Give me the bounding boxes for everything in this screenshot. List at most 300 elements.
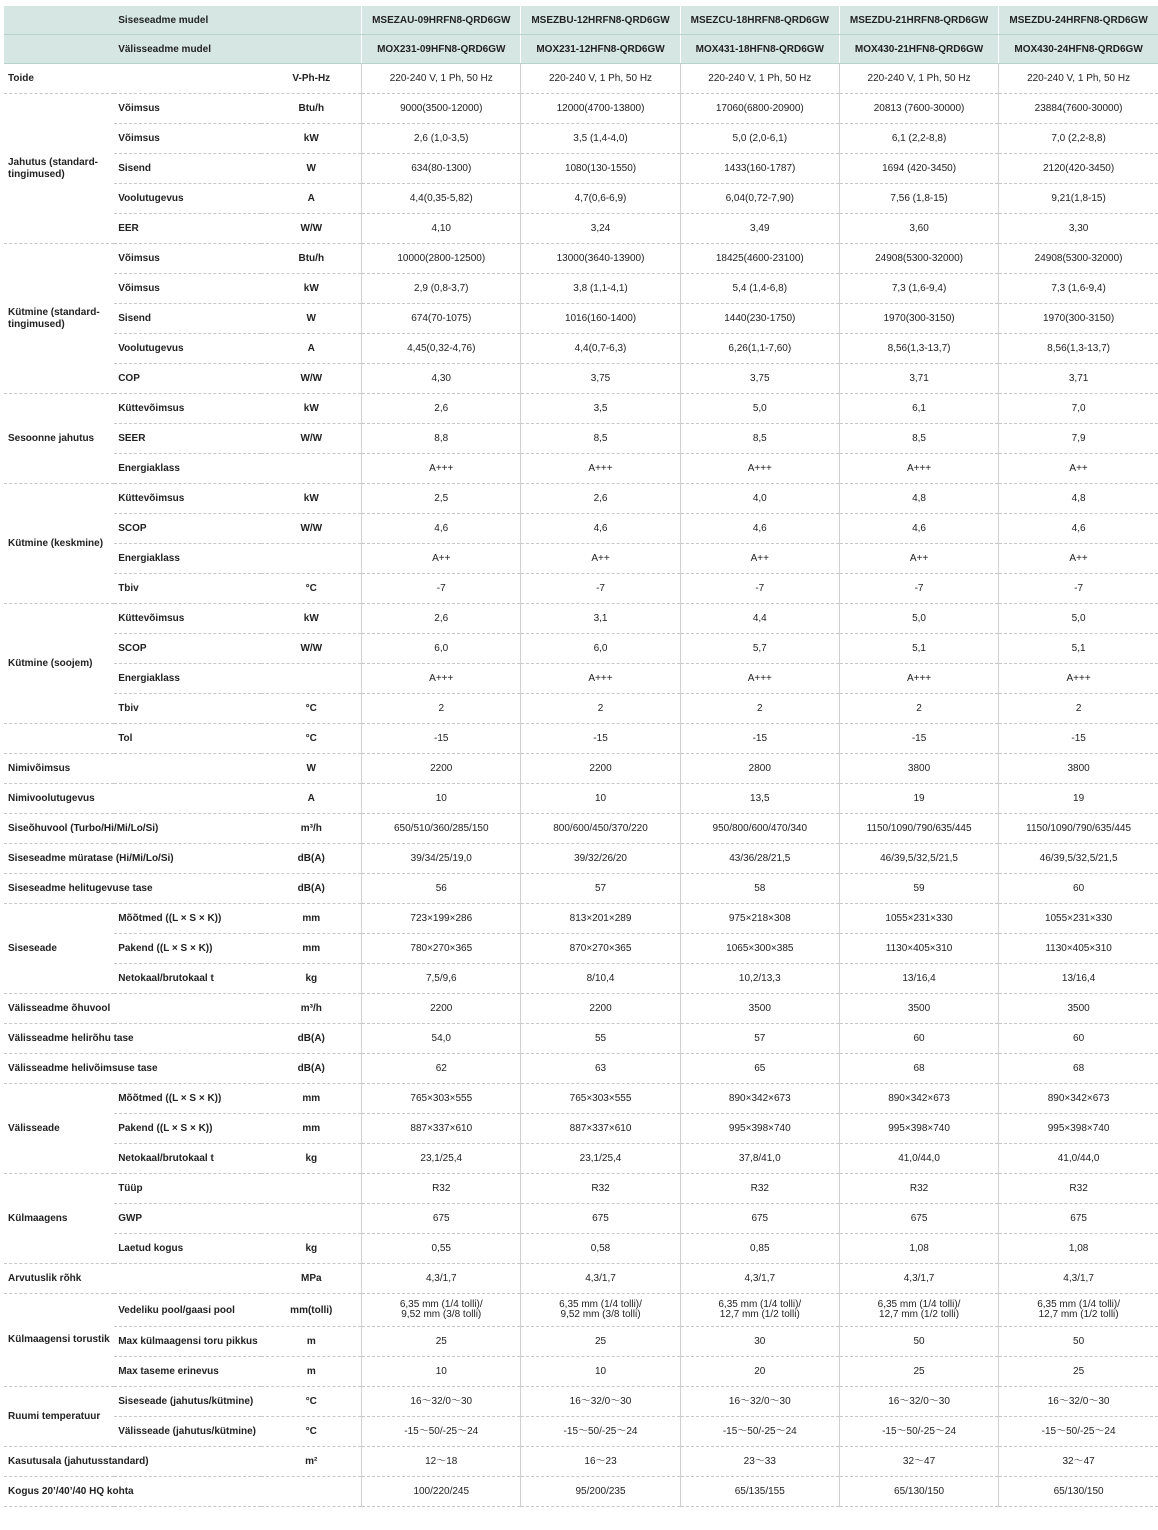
spec-value: 675 bbox=[521, 1204, 680, 1234]
spec-row-j_kw bbox=[4, 124, 1158, 154]
unit-label: V-Ph-Hz bbox=[261, 64, 361, 94]
spec-value: 4,3/1,7 bbox=[362, 1264, 521, 1294]
unit-label: dB(A) bbox=[261, 1024, 361, 1054]
spec-value: 10 bbox=[521, 784, 680, 814]
spec-value-line: 6,35 mm (1/4 tolli)/ bbox=[718, 1299, 802, 1310]
spec-value: 3,75 bbox=[680, 364, 839, 394]
spec-table bbox=[4, 6, 1158, 1507]
spec-value: 60 bbox=[839, 1024, 998, 1054]
spec-value: 32～47 bbox=[999, 1447, 1158, 1477]
spec-value: 6,1 bbox=[839, 394, 998, 424]
spec-row-si_kaal bbox=[4, 964, 1158, 994]
spec-value: 12～18 bbox=[362, 1447, 521, 1477]
spec-value bbox=[999, 1294, 1158, 1327]
spec-value: A+++ bbox=[521, 664, 680, 694]
spec-value: R32 bbox=[680, 1174, 839, 1204]
spec-row-m_scop bbox=[4, 514, 1158, 544]
spec-value: 5,7 bbox=[680, 634, 839, 664]
spec-value: 4,8 bbox=[999, 484, 1158, 514]
spec-value: 7,9 bbox=[999, 424, 1158, 454]
spec-value: 65/130/150 bbox=[999, 1477, 1158, 1507]
spec-value: 57 bbox=[521, 874, 680, 904]
unit-label: W bbox=[261, 304, 361, 334]
spec-value: 16～32/0～30 bbox=[362, 1387, 521, 1417]
group-label bbox=[4, 724, 114, 754]
spec-value: 3,24 bbox=[521, 214, 680, 244]
spec-value: 887×337×610 bbox=[521, 1114, 680, 1144]
spec-value: 1055×231×330 bbox=[999, 904, 1158, 934]
spec-value: 68 bbox=[839, 1054, 998, 1084]
indoor-model-label: Siseseadme mudel bbox=[114, 6, 361, 35]
outdoor-model: MOX431-18HFN8-QRD6GW bbox=[680, 35, 839, 64]
spec-value: -7 bbox=[362, 574, 521, 604]
spec-value: 2 bbox=[839, 694, 998, 724]
spec-row-w_tbiv bbox=[4, 694, 1158, 724]
unit-label: dB(A) bbox=[261, 1054, 361, 1084]
spec-value: 1080(130-1550) bbox=[521, 154, 680, 184]
spec-value: 2 bbox=[680, 694, 839, 724]
spec-row-km_tyyp bbox=[4, 1174, 1158, 1204]
unit-label: A bbox=[261, 184, 361, 214]
unit-label bbox=[261, 544, 361, 574]
spec-value: 4,30 bbox=[362, 364, 521, 394]
spec-label: Energiaklass bbox=[114, 544, 261, 574]
unit-label: m³/h bbox=[261, 814, 361, 844]
spec-value: 780×270×365 bbox=[362, 934, 521, 964]
spec-value: 20 bbox=[680, 1357, 839, 1387]
spec-label: Laetud kogus bbox=[114, 1234, 261, 1264]
spec-label: Välisseade (jahutus/kütmine) bbox=[114, 1417, 261, 1447]
spec-value: 995×398×740 bbox=[999, 1114, 1158, 1144]
spec-value: 19 bbox=[999, 784, 1158, 814]
spec-value: 220-240 V, 1 Ph, 50 Hz bbox=[999, 64, 1158, 94]
spec-value: -15 bbox=[680, 724, 839, 754]
spec-label: Tüüp bbox=[114, 1174, 261, 1204]
spec-value: 58 bbox=[680, 874, 839, 904]
spec-value: 23～33 bbox=[680, 1447, 839, 1477]
spec-label: Siseseadme müratase (Hi/Mi/Lo/Si) bbox=[4, 844, 261, 874]
spec-value: A++ bbox=[362, 544, 521, 574]
spec-value-line: 12,7 mm (1/2 tolli) bbox=[1038, 1309, 1119, 1320]
spec-value: -15～50/-25～24 bbox=[362, 1417, 521, 1447]
spec-value: 3500 bbox=[999, 994, 1158, 1024]
indoor-model: MSEZBU-12HRFN8-QRD6GW bbox=[521, 6, 680, 35]
unit-label: m² bbox=[261, 1447, 361, 1477]
spec-label: Küttevõimsus bbox=[114, 484, 261, 514]
spec-label: Võimsus bbox=[114, 274, 261, 304]
spec-value: 3,1 bbox=[521, 604, 680, 634]
unit-label: Btu/h bbox=[261, 94, 361, 124]
spec-value: 0,58 bbox=[521, 1234, 680, 1264]
spec-label: Max külmaagensi toru pikkus bbox=[114, 1327, 261, 1357]
spec-row-w_scop bbox=[4, 634, 1158, 664]
group-label: Sesoonne jahutus bbox=[4, 394, 114, 484]
unit-label: dB(A) bbox=[261, 874, 361, 904]
spec-value-line: 12,7 mm (1/2 tolli) bbox=[719, 1309, 800, 1320]
spec-value: 1055×231×330 bbox=[839, 904, 998, 934]
spec-value: 16～32/0～30 bbox=[680, 1387, 839, 1417]
unit-label: mm bbox=[261, 934, 361, 964]
spec-value: 5,0 bbox=[680, 394, 839, 424]
spec-value: 8,5 bbox=[680, 424, 839, 454]
spec-row-t_erinevus bbox=[4, 1357, 1158, 1387]
spec-row-m_klass bbox=[4, 544, 1158, 574]
spec-row-kasutusala bbox=[4, 1447, 1158, 1477]
spec-value: 4,3/1,7 bbox=[839, 1264, 998, 1294]
spec-value: 6,1 (2,2-8,8) bbox=[839, 124, 998, 154]
spec-value: 220-240 V, 1 Ph, 50 Hz bbox=[680, 64, 839, 94]
spec-row-valis_helirohu bbox=[4, 1024, 1158, 1054]
spec-label: SCOP bbox=[114, 634, 261, 664]
spec-value: -15 bbox=[839, 724, 998, 754]
unit-label: °C bbox=[261, 694, 361, 724]
spec-value: 650/510/360/285/150 bbox=[362, 814, 521, 844]
spec-value: 3,71 bbox=[999, 364, 1158, 394]
spec-value: A+++ bbox=[839, 454, 998, 484]
spec-value: A+++ bbox=[362, 454, 521, 484]
spec-row-si_pak bbox=[4, 934, 1158, 964]
group-label: Kütmine (standard-tingimused) bbox=[4, 244, 114, 394]
spec-value: 3,75 bbox=[521, 364, 680, 394]
spec-label: Välisseadme helirõhu tase bbox=[4, 1024, 261, 1054]
spec-value: A++ bbox=[521, 544, 680, 574]
spec-label: Tol bbox=[114, 724, 261, 754]
spec-value: 50 bbox=[999, 1327, 1158, 1357]
spec-value: 8,5 bbox=[839, 424, 998, 454]
indoor-model: MSEZAU-09HRFN8-QRD6GW bbox=[362, 6, 521, 35]
unit-label: kW bbox=[261, 604, 361, 634]
spec-label: Võimsus bbox=[114, 124, 261, 154]
indoor-model-row bbox=[4, 6, 1158, 35]
outdoor-model-row bbox=[4, 35, 1158, 64]
spec-value: A+++ bbox=[680, 454, 839, 484]
spec-label: Netokaal/brutokaal t bbox=[114, 964, 261, 994]
spec-row-k_cop bbox=[4, 364, 1158, 394]
spec-value: 25 bbox=[999, 1357, 1158, 1387]
spec-value: R32 bbox=[521, 1174, 680, 1204]
spec-value: A++ bbox=[839, 544, 998, 574]
spec-value: 4,8 bbox=[839, 484, 998, 514]
spec-row-w_kutte bbox=[4, 604, 1158, 634]
spec-value: -7 bbox=[999, 574, 1158, 604]
spec-value: 2 bbox=[362, 694, 521, 724]
spec-value: 17060(6800-20900) bbox=[680, 94, 839, 124]
unit-label: m bbox=[261, 1327, 361, 1357]
spec-label: SCOP bbox=[114, 514, 261, 544]
spec-value: 2200 bbox=[521, 994, 680, 1024]
unit-label: kg bbox=[261, 1234, 361, 1264]
spec-label: Kogus 20’/40’/40 HQ kohta bbox=[4, 1477, 261, 1507]
spec-value: 1130×405×310 bbox=[999, 934, 1158, 964]
unit-label bbox=[261, 664, 361, 694]
spec-label: Nimivoolutugevus bbox=[4, 784, 261, 814]
spec-value: 30 bbox=[680, 1327, 839, 1357]
indoor-model: MSEZCU-18HRFN8-QRD6GW bbox=[680, 6, 839, 35]
spec-value: 65 bbox=[680, 1054, 839, 1084]
spec-value: 6,0 bbox=[362, 634, 521, 664]
spec-value: 870×270×365 bbox=[521, 934, 680, 964]
spec-value bbox=[680, 1294, 839, 1327]
spec-label: Sisend bbox=[114, 154, 261, 184]
spec-value: 9000(3500-12000) bbox=[362, 94, 521, 124]
spec-value: A++ bbox=[999, 544, 1158, 574]
spec-label: Võimsus bbox=[114, 94, 261, 124]
spec-value: 10000(2800-12500) bbox=[362, 244, 521, 274]
spec-value: 1,08 bbox=[839, 1234, 998, 1264]
spec-value: 16～32/0～30 bbox=[839, 1387, 998, 1417]
spec-value: -7 bbox=[521, 574, 680, 604]
spec-value-line: 12,7 mm (1/2 tolli) bbox=[879, 1309, 960, 1320]
spec-row-nimivoimsus bbox=[4, 754, 1158, 784]
unit-label bbox=[261, 454, 361, 484]
spec-value: 2,9 (0,8-3,7) bbox=[362, 274, 521, 304]
spec-value: 4,45(0,32-4,76) bbox=[362, 334, 521, 364]
spec-value: 3,5 bbox=[521, 394, 680, 424]
spec-row-k_vool bbox=[4, 334, 1158, 364]
unit-label: W/W bbox=[261, 364, 361, 394]
spec-value: 675 bbox=[362, 1204, 521, 1234]
spec-label: Mõõtmed ((L × S × K)) bbox=[114, 1084, 261, 1114]
spec-row-j_eer bbox=[4, 214, 1158, 244]
spec-value: 4,10 bbox=[362, 214, 521, 244]
spec-value: 25 bbox=[362, 1327, 521, 1357]
outdoor-model: MOX231-09HFN8-QRD6GW bbox=[362, 35, 521, 64]
outdoor-model: MOX430-21HFN8-QRD6GW bbox=[839, 35, 998, 64]
spec-label: Siseõhuvool (Turbo/Hi/Mi/Lo/Si) bbox=[4, 814, 261, 844]
spec-value: 46/39,5/32,5/21,5 bbox=[999, 844, 1158, 874]
spec-label: Max taseme erinevus bbox=[114, 1357, 261, 1387]
unit-label: m³/h bbox=[261, 994, 361, 1024]
spec-value: 95/200/235 bbox=[521, 1477, 680, 1507]
spec-value: R32 bbox=[839, 1174, 998, 1204]
spec-value: 995×398×740 bbox=[839, 1114, 998, 1144]
spec-value: 60 bbox=[999, 874, 1158, 904]
spec-value: A++ bbox=[999, 454, 1158, 484]
spec-value: 4,3/1,7 bbox=[521, 1264, 680, 1294]
spec-value bbox=[362, 1294, 521, 1327]
spec-value: 4,7(0,6-6,9) bbox=[521, 184, 680, 214]
spec-value: 10 bbox=[362, 1357, 521, 1387]
spec-value: 55 bbox=[521, 1024, 680, 1054]
spec-value: -15～50/-25～24 bbox=[839, 1417, 998, 1447]
spec-label: Siseseade (jahutus/kütmine) bbox=[114, 1387, 261, 1417]
spec-value: 68 bbox=[999, 1054, 1158, 1084]
spec-value: 0,85 bbox=[680, 1234, 839, 1264]
spec-value: 890×342×673 bbox=[680, 1084, 839, 1114]
spec-value: 37,8/41,0 bbox=[680, 1144, 839, 1174]
spec-row-m_kutte bbox=[4, 484, 1158, 514]
spec-row-sise_heli bbox=[4, 874, 1158, 904]
spec-value: 8,56(1,3-13,7) bbox=[999, 334, 1158, 364]
spec-value: 6,0 bbox=[521, 634, 680, 664]
spec-value: 32～47 bbox=[839, 1447, 998, 1477]
spec-row-s_kutte bbox=[4, 394, 1158, 424]
spec-value: 4,6 bbox=[362, 514, 521, 544]
outdoor-model-label: Välisseadme mudel bbox=[114, 35, 361, 64]
spec-value: 634(80-1300) bbox=[362, 154, 521, 184]
spec-value: 220-240 V, 1 Ph, 50 Hz bbox=[521, 64, 680, 94]
unit-label: W bbox=[261, 754, 361, 784]
spec-row-va_kaal bbox=[4, 1144, 1158, 1174]
spec-value: 675 bbox=[680, 1204, 839, 1234]
spec-value: 60 bbox=[999, 1024, 1158, 1054]
spec-value: 2200 bbox=[521, 754, 680, 784]
spec-label: Küttevõimsus bbox=[114, 394, 261, 424]
spec-value: R32 bbox=[362, 1174, 521, 1204]
spec-label: Arvutuslik rõhk bbox=[4, 1264, 261, 1294]
spec-value: 56 bbox=[362, 874, 521, 904]
spec-value: 765×303×555 bbox=[521, 1084, 680, 1114]
spec-value: -15～50/-25～24 bbox=[680, 1417, 839, 1447]
spec-row-km_gwp bbox=[4, 1204, 1158, 1234]
unit-label: kg bbox=[261, 1144, 361, 1174]
spec-value: 8,56(1,3-13,7) bbox=[839, 334, 998, 364]
spec-value: 4,6 bbox=[521, 514, 680, 544]
unit-label: Btu/h bbox=[261, 244, 361, 274]
spec-value: 2120(420-3450) bbox=[999, 154, 1158, 184]
spec-value: A++ bbox=[680, 544, 839, 574]
spec-row-w_tol bbox=[4, 724, 1158, 754]
unit-label: °C bbox=[261, 1417, 361, 1447]
spec-row-r_valis bbox=[4, 1417, 1158, 1447]
unit-label: W/W bbox=[261, 514, 361, 544]
spec-value: 995×398×740 bbox=[680, 1114, 839, 1144]
spec-row-j_btu bbox=[4, 94, 1158, 124]
spec-row-rohk bbox=[4, 1264, 1158, 1294]
spec-value: 23884(7600-30000) bbox=[999, 94, 1158, 124]
unit-label: kW bbox=[261, 274, 361, 304]
spec-value: 4,4(0,35-5,82) bbox=[362, 184, 521, 214]
spec-value-line: 6,35 mm (1/4 tolli)/ bbox=[559, 1299, 642, 1310]
spec-row-s_seer bbox=[4, 424, 1158, 454]
spec-value: 10,2/13,3 bbox=[680, 964, 839, 994]
spec-value: 2800 bbox=[680, 754, 839, 784]
spec-value: 5,0 bbox=[839, 604, 998, 634]
group-label: Välisseade bbox=[4, 1084, 114, 1174]
spec-value: 6,26(1,1-7,60) bbox=[680, 334, 839, 364]
spec-row-k_kw bbox=[4, 274, 1158, 304]
spec-value: 7,3 (1,6-9,4) bbox=[999, 274, 1158, 304]
spec-value: 8,5 bbox=[521, 424, 680, 454]
spec-value: A+++ bbox=[521, 454, 680, 484]
spec-value: 19 bbox=[839, 784, 998, 814]
spec-value: 674(70-1075) bbox=[362, 304, 521, 334]
spec-value: 2 bbox=[999, 694, 1158, 724]
spec-value bbox=[839, 1294, 998, 1327]
spec-value: 2,6 bbox=[521, 484, 680, 514]
spec-value: 41,0/44,0 bbox=[999, 1144, 1158, 1174]
unit-label: dB(A) bbox=[261, 844, 361, 874]
spec-value: 3,49 bbox=[680, 214, 839, 244]
spec-value: 0,55 bbox=[362, 1234, 521, 1264]
spec-value: A+++ bbox=[680, 664, 839, 694]
spec-value: 5,1 bbox=[839, 634, 998, 664]
group-label: Külmaagens bbox=[4, 1174, 114, 1264]
spec-label: Toide bbox=[4, 64, 261, 94]
spec-row-j_sisend bbox=[4, 154, 1158, 184]
spec-label: Pakend ((L × S × K)) bbox=[114, 934, 261, 964]
spec-label: Vedeliku pool/gaasi pool bbox=[114, 1294, 261, 1327]
spec-label: COP bbox=[114, 364, 261, 394]
spec-row-siseohuvool bbox=[4, 814, 1158, 844]
spec-row-nimivool bbox=[4, 784, 1158, 814]
unit-label: W/W bbox=[261, 634, 361, 664]
spec-value: 4,0 bbox=[680, 484, 839, 514]
unit-label: m bbox=[261, 1357, 361, 1387]
spec-value: 20813 (7600-30000) bbox=[839, 94, 998, 124]
spec-value: 4,4 bbox=[680, 604, 839, 634]
unit-label bbox=[261, 1174, 361, 1204]
spec-value: 4,4(0,7-6,3) bbox=[521, 334, 680, 364]
spec-value: 1065×300×385 bbox=[680, 934, 839, 964]
spec-value: 4,6 bbox=[839, 514, 998, 544]
spec-value: -15 bbox=[521, 724, 680, 754]
spec-value: 10 bbox=[362, 784, 521, 814]
spec-value: 813×201×289 bbox=[521, 904, 680, 934]
unit-label: W/W bbox=[261, 424, 361, 454]
spec-value: 54,0 bbox=[362, 1024, 521, 1054]
spec-value: 41,0/44,0 bbox=[839, 1144, 998, 1174]
spec-value: 5,0 bbox=[999, 604, 1158, 634]
spec-label: Siseseadme helitugevuse tase bbox=[4, 874, 261, 904]
spec-row-va_pak bbox=[4, 1114, 1158, 1144]
spec-label: Energiaklass bbox=[114, 454, 261, 484]
spec-value: 3800 bbox=[839, 754, 998, 784]
unit-label: A bbox=[261, 784, 361, 814]
spec-value: 7,5/9,6 bbox=[362, 964, 521, 994]
spec-row-t_pool bbox=[4, 1294, 1158, 1327]
spec-value: 62 bbox=[362, 1054, 521, 1084]
spec-value: -7 bbox=[839, 574, 998, 604]
spec-value: 3500 bbox=[680, 994, 839, 1024]
unit-label: mm bbox=[261, 904, 361, 934]
spec-value: 39/32/26/20 bbox=[521, 844, 680, 874]
spec-row-j_vool bbox=[4, 184, 1158, 214]
spec-row-valis_ohuvool bbox=[4, 994, 1158, 1024]
spec-value: 6,04(0,72-7,90) bbox=[680, 184, 839, 214]
spec-value: 3,8 (1,1-4,1) bbox=[521, 274, 680, 304]
spec-value: 1150/1090/790/635/445 bbox=[839, 814, 998, 844]
spec-label: Tbiv bbox=[114, 574, 261, 604]
spec-value: 890×342×673 bbox=[839, 1084, 998, 1114]
spec-label: Pakend ((L × S × K)) bbox=[114, 1114, 261, 1144]
spec-value: 887×337×610 bbox=[362, 1114, 521, 1144]
spec-value: 65/130/150 bbox=[839, 1477, 998, 1507]
spec-value: 220-240 V, 1 Ph, 50 Hz bbox=[362, 64, 521, 94]
spec-label: Voolutugevus bbox=[114, 184, 261, 214]
unit-label bbox=[261, 1477, 361, 1507]
spec-label: Energiaklass bbox=[114, 664, 261, 694]
spec-value-line: 6,35 mm (1/4 tolli)/ bbox=[877, 1299, 961, 1310]
spec-value: 57 bbox=[680, 1024, 839, 1054]
spec-value: A+++ bbox=[999, 664, 1158, 694]
spec-value: 1433(160-1787) bbox=[680, 154, 839, 184]
spec-value: 2,6 (1,0-3,5) bbox=[362, 124, 521, 154]
unit-label: W/W bbox=[261, 214, 361, 244]
indoor-model: MSEZDU-24HRFN8-QRD6GW bbox=[999, 6, 1158, 35]
spec-value: 1150/1090/790/635/445 bbox=[999, 814, 1158, 844]
spec-value-line: 6,35 mm (1/4 tolli)/ bbox=[399, 1299, 483, 1310]
spec-value: 50 bbox=[839, 1327, 998, 1357]
group-label: Kütmine (keskmine) bbox=[4, 484, 114, 604]
unit-label: kW bbox=[261, 124, 361, 154]
spec-value: 4,3/1,7 bbox=[999, 1264, 1158, 1294]
spec-value: 2 bbox=[521, 694, 680, 724]
indoor-model: MSEZDU-21HRFN8-QRD6GW bbox=[839, 6, 998, 35]
spec-row-kogus bbox=[4, 1477, 1158, 1507]
spec-value: 25 bbox=[521, 1327, 680, 1357]
spec-value: 975×218×308 bbox=[680, 904, 839, 934]
